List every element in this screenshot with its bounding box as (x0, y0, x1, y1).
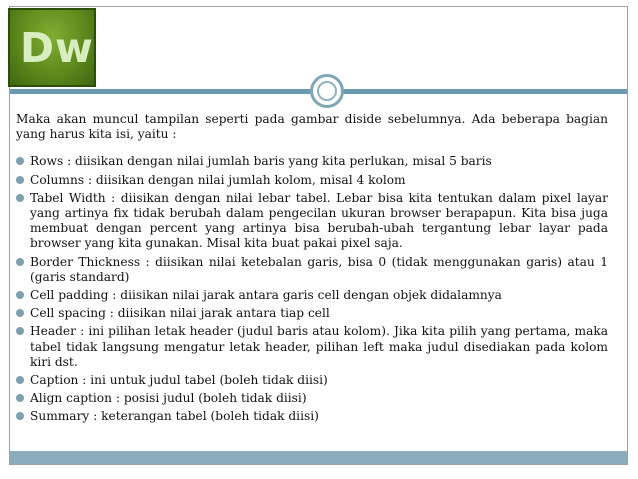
list-item-text: Rows : diisikan dengan nilai jumlah baris yang kita perlukan, misal 5 baris (30, 154, 492, 169)
list-item-text: Tabel Width : diisikan dengan nilai lebar tabel. Lebar bisa kita tentukan dalam pixel layar yang artinya fix tidak berubah dalam pengecilan ukuran browser berapapun. Kita bisa juga membuat dengan percent yang artinya bisa berubah-ubah tergantung lebar layar pada browser yang kita gunakan. Misal kita buat pakai pixel saja. (30, 190, 608, 251)
bullet-icon (16, 309, 24, 317)
list-item (16, 373, 608, 388)
slide-content (16, 112, 608, 428)
list-item (16, 191, 608, 252)
logo-text: Dw (20, 24, 94, 72)
list-item-text: Header : ini pilihan letak header (judul baris atau kolom). Jika kita pilih yang pertama, maka tabel tidak langsung mengatur letak header, pilihan left maka judul disediakan pada kolom kiri dst. (30, 324, 608, 369)
list-item-text: Cell spacing : diisikan nilai jarak antara tiap cell (30, 306, 330, 321)
list-item (16, 288, 608, 303)
bullet-icon (16, 412, 24, 420)
option-list (16, 154, 608, 424)
bullet-icon (16, 258, 24, 266)
bullet-icon (16, 194, 24, 202)
list-item (16, 173, 608, 188)
bullet-icon (16, 394, 24, 402)
list-item (16, 391, 608, 406)
list-item (16, 255, 608, 285)
list-item-text: Caption : ini untuk judul tabel (boleh tidak diisi) (30, 373, 328, 388)
list-item (16, 324, 608, 370)
bullet-icon (16, 176, 24, 184)
bullet-icon (16, 291, 24, 299)
list-item-text: Columns : diisikan dengan nilai jumlah kolom, misal 4 kolom (30, 172, 406, 187)
list-item (16, 306, 608, 321)
footer-bar (10, 451, 627, 464)
list-item-text: Summary : keterangan tabel (boleh tidak diisi) (30, 409, 319, 424)
list-item (16, 409, 608, 424)
dreamweaver-logo-icon (8, 8, 96, 87)
intro-paragraph: Maka akan muncul tampilan seperti pada gambar diside sebelumnya. Ada beberapa bagian yang harus kita isi, yaitu : (16, 112, 608, 142)
list-item-text: Border Thickness : diisikan nilai ketebalan garis, bisa 0 (tidak menggunakan garis) atau 1 (garis standard) (30, 254, 608, 284)
circle-ornament-icon (310, 74, 344, 108)
bullet-icon (16, 157, 24, 165)
bullet-icon (16, 376, 24, 384)
bullet-icon (16, 327, 24, 335)
list-item (16, 154, 608, 169)
list-item-text: Align caption : posisi judul (boleh tidak diisi) (30, 391, 307, 406)
list-item-text: Cell padding : diisikan nilai jarak antara garis cell dengan objek didalamnya (30, 288, 502, 303)
